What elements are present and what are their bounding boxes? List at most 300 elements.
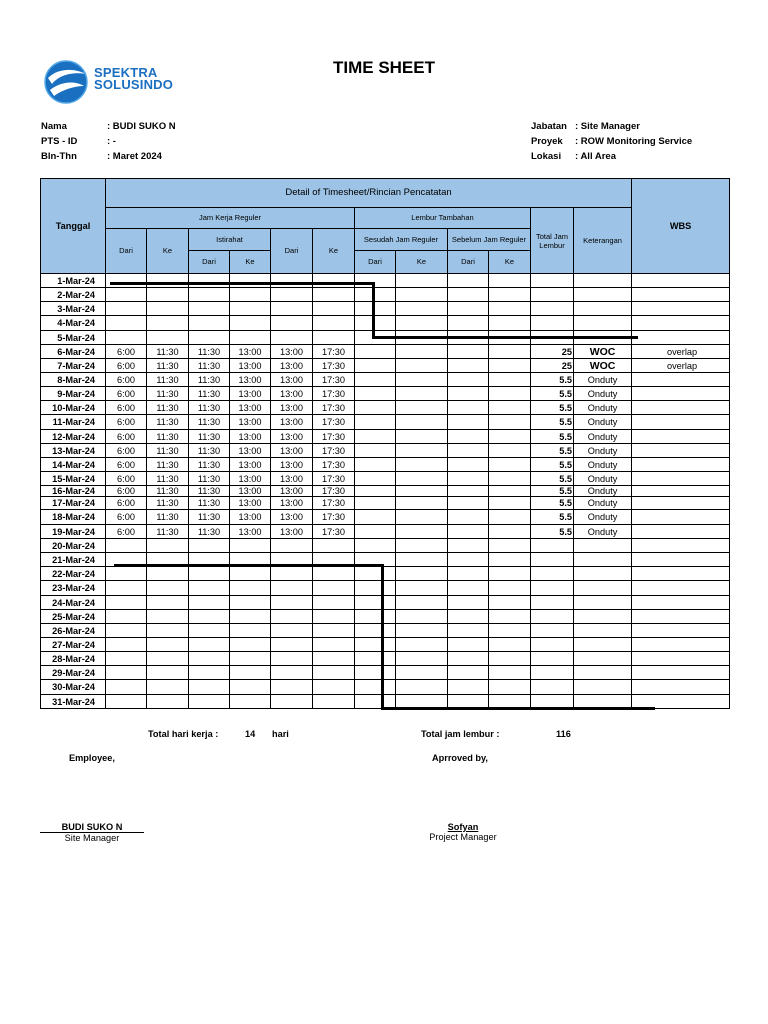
lokasi-value: : All Area bbox=[575, 151, 617, 162]
time-cell bbox=[106, 610, 147, 624]
nama-label: Nama bbox=[41, 121, 67, 132]
time-cell bbox=[147, 680, 189, 695]
table-row bbox=[41, 596, 730, 610]
overtime-cell bbox=[355, 401, 396, 415]
time-cell bbox=[147, 652, 189, 666]
header-tanggal: Tanggal bbox=[41, 179, 106, 274]
keterangan-cell bbox=[574, 274, 632, 288]
time-cell: 11:30 bbox=[147, 430, 189, 444]
overtime-cell bbox=[396, 373, 448, 387]
keterangan-cell: Onduty bbox=[574, 458, 632, 472]
wbs-cell bbox=[632, 680, 730, 695]
time-cell bbox=[106, 288, 147, 302]
time-cell bbox=[313, 695, 355, 709]
time-cell: 13:00 bbox=[230, 401, 271, 415]
time-cell bbox=[271, 652, 313, 666]
time-cell bbox=[106, 331, 147, 345]
time-cell: 13:00 bbox=[230, 387, 271, 401]
overtime-cell bbox=[489, 274, 531, 288]
time-cell bbox=[189, 581, 230, 596]
total-jam-cell: 5.5 bbox=[531, 444, 574, 458]
time-cell: 13:00 bbox=[271, 345, 313, 359]
header-ke: Ke bbox=[147, 229, 189, 274]
table-row bbox=[41, 401, 730, 415]
overtime-cell bbox=[448, 525, 489, 539]
company-name-line1: SPEKTRA bbox=[94, 65, 158, 80]
table-row bbox=[41, 274, 730, 288]
time-cell bbox=[106, 666, 147, 680]
time-cell bbox=[147, 288, 189, 302]
time-cell: 11:30 bbox=[189, 401, 230, 415]
overtime-cell bbox=[448, 444, 489, 458]
overtime-cell bbox=[396, 567, 448, 581]
time-cell bbox=[106, 652, 147, 666]
wbs-cell bbox=[632, 567, 730, 581]
date-cell: 27-Mar-24 bbox=[41, 638, 106, 652]
overtime-cell bbox=[355, 539, 396, 553]
overtime-cell bbox=[396, 581, 448, 596]
overtime-cell bbox=[448, 430, 489, 444]
overtime-cell bbox=[355, 510, 396, 525]
keterangan-cell: Onduty bbox=[574, 430, 632, 444]
time-cell bbox=[313, 666, 355, 680]
overtime-cell bbox=[448, 486, 489, 497]
total-jam-cell: 5.5 bbox=[531, 486, 574, 497]
time-cell: 11:30 bbox=[189, 510, 230, 525]
time-cell bbox=[230, 695, 271, 709]
date-cell: 6-Mar-24 bbox=[41, 345, 106, 359]
keterangan-cell bbox=[574, 316, 632, 331]
overtime-cell bbox=[355, 430, 396, 444]
time-cell bbox=[230, 539, 271, 553]
time-cell bbox=[147, 567, 189, 581]
time-cell bbox=[189, 316, 230, 331]
overtime-cell bbox=[489, 430, 531, 444]
time-cell bbox=[230, 302, 271, 316]
time-cell bbox=[189, 610, 230, 624]
table-row bbox=[41, 472, 730, 486]
overtime-cell bbox=[489, 387, 531, 401]
overtime-cell bbox=[489, 666, 531, 680]
time-cell bbox=[313, 288, 355, 302]
strike-line bbox=[381, 707, 655, 710]
employee-name: BUDI SUKO N bbox=[40, 822, 144, 833]
overtime-cell bbox=[448, 302, 489, 316]
overtime-cell bbox=[355, 624, 396, 638]
time-cell: 17:30 bbox=[313, 472, 355, 486]
total-jam-cell bbox=[531, 638, 574, 652]
total-lembur-label: Total jam lembur : bbox=[421, 729, 500, 739]
date-cell: 29-Mar-24 bbox=[41, 666, 106, 680]
table-row bbox=[41, 638, 730, 652]
time-cell: 11:30 bbox=[189, 458, 230, 472]
time-cell bbox=[189, 666, 230, 680]
time-cell bbox=[230, 316, 271, 331]
wbs-cell bbox=[632, 596, 730, 610]
time-cell bbox=[230, 581, 271, 596]
time-cell: 13:00 bbox=[271, 359, 313, 373]
overtime-cell bbox=[489, 596, 531, 610]
bln-value: : Maret 2024 bbox=[107, 151, 162, 162]
time-cell bbox=[147, 581, 189, 596]
employee-role: Site Manager bbox=[64, 833, 120, 843]
overtime-cell bbox=[448, 401, 489, 415]
time-cell: 11:30 bbox=[189, 525, 230, 539]
time-cell: 17:30 bbox=[313, 401, 355, 415]
time-cell: 11:30 bbox=[189, 415, 230, 430]
table-row bbox=[41, 415, 730, 430]
wbs-cell bbox=[632, 387, 730, 401]
overtime-cell bbox=[355, 274, 396, 288]
overtime-cell bbox=[355, 486, 396, 497]
overtime-cell bbox=[489, 610, 531, 624]
overtime-cell bbox=[355, 581, 396, 596]
keterangan-cell bbox=[574, 680, 632, 695]
header-ke: Ke bbox=[489, 251, 531, 274]
header-dari: Dari bbox=[189, 251, 230, 274]
total-jam-cell bbox=[531, 316, 574, 331]
overtime-cell bbox=[489, 415, 531, 430]
time-cell: 13:00 bbox=[271, 430, 313, 444]
wbs-cell bbox=[632, 638, 730, 652]
time-cell bbox=[313, 316, 355, 331]
strike-line bbox=[372, 282, 375, 339]
time-cell bbox=[230, 274, 271, 288]
time-cell: 11:30 bbox=[189, 486, 230, 497]
strike-line bbox=[372, 336, 638, 339]
overtime-cell bbox=[355, 359, 396, 373]
total-jam-cell bbox=[531, 610, 574, 624]
overtime-cell bbox=[448, 274, 489, 288]
overtime-cell bbox=[396, 359, 448, 373]
time-cell: 11:30 bbox=[147, 444, 189, 458]
time-cell bbox=[106, 302, 147, 316]
total-jam-cell: 5.5 bbox=[531, 497, 574, 510]
time-cell: 17:30 bbox=[313, 510, 355, 525]
total-jam-cell bbox=[531, 288, 574, 302]
time-cell: 11:30 bbox=[189, 444, 230, 458]
time-cell bbox=[189, 274, 230, 288]
time-cell: 13:00 bbox=[230, 472, 271, 486]
keterangan-cell bbox=[574, 581, 632, 596]
overtime-cell bbox=[396, 624, 448, 638]
overtime-cell bbox=[355, 415, 396, 430]
overtime-cell bbox=[396, 458, 448, 472]
time-cell bbox=[189, 596, 230, 610]
time-cell: 13:00 bbox=[230, 525, 271, 539]
nama-value: : BUDI SUKO N bbox=[107, 121, 176, 132]
header-lembur: Lembur Tambahan bbox=[355, 208, 531, 229]
total-jam-cell bbox=[531, 596, 574, 610]
time-cell: 11:30 bbox=[147, 525, 189, 539]
date-cell: 17-Mar-24 bbox=[41, 497, 106, 510]
total-jam-cell bbox=[531, 539, 574, 553]
keterangan-cell bbox=[574, 567, 632, 581]
time-cell: 13:00 bbox=[271, 525, 313, 539]
time-cell bbox=[271, 624, 313, 638]
table-row bbox=[41, 302, 730, 316]
overtime-cell bbox=[489, 288, 531, 302]
time-cell: 11:30 bbox=[147, 415, 189, 430]
overtime-cell bbox=[448, 553, 489, 567]
header-detail: Detail of Timesheet/Rincian Pencatatan bbox=[106, 179, 632, 208]
table-row bbox=[41, 486, 730, 497]
time-cell: 13:00 bbox=[230, 497, 271, 510]
time-cell: 13:00 bbox=[271, 486, 313, 497]
time-cell: 11:30 bbox=[147, 373, 189, 387]
time-cell bbox=[106, 581, 147, 596]
time-cell: 17:30 bbox=[313, 430, 355, 444]
wbs-cell bbox=[632, 666, 730, 680]
overtime-cell bbox=[489, 345, 531, 359]
header-ke: Ke bbox=[230, 251, 271, 274]
employee-label: Employee, bbox=[69, 753, 115, 763]
total-hari-unit: hari bbox=[272, 729, 289, 739]
overtime-cell bbox=[448, 596, 489, 610]
time-cell: 13:00 bbox=[230, 510, 271, 525]
overtime-cell bbox=[489, 458, 531, 472]
time-cell bbox=[147, 624, 189, 638]
overtime-cell bbox=[489, 652, 531, 666]
total-jam-cell: 5.5 bbox=[531, 430, 574, 444]
approver-signature bbox=[412, 822, 514, 842]
overtime-cell bbox=[396, 553, 448, 567]
overtime-cell bbox=[489, 497, 531, 510]
proyek-value: : ROW Monitoring Service bbox=[575, 136, 693, 147]
overtime-cell bbox=[396, 316, 448, 331]
time-cell: 11:30 bbox=[189, 472, 230, 486]
keterangan-cell bbox=[574, 553, 632, 567]
keterangan-cell: Onduty bbox=[574, 472, 632, 486]
table-row bbox=[41, 387, 730, 401]
time-cell: 11:30 bbox=[147, 345, 189, 359]
wbs-cell bbox=[632, 581, 730, 596]
time-cell bbox=[271, 581, 313, 596]
time-cell: 11:30 bbox=[189, 359, 230, 373]
overtime-cell bbox=[396, 302, 448, 316]
wbs-cell bbox=[632, 302, 730, 316]
time-cell bbox=[313, 624, 355, 638]
keterangan-cell: WOC bbox=[574, 359, 632, 373]
time-cell bbox=[271, 596, 313, 610]
approved-label: Aprroved by, bbox=[432, 753, 488, 763]
time-cell bbox=[106, 274, 147, 288]
overtime-cell bbox=[396, 274, 448, 288]
time-cell: 17:30 bbox=[313, 345, 355, 359]
total-hari-value: 14 bbox=[245, 729, 256, 739]
overtime-cell bbox=[489, 373, 531, 387]
time-cell bbox=[106, 539, 147, 553]
date-cell: 1-Mar-24 bbox=[41, 274, 106, 288]
total-jam-cell: 5.5 bbox=[531, 472, 574, 486]
overtime-cell bbox=[396, 666, 448, 680]
time-cell: 11:30 bbox=[147, 387, 189, 401]
time-cell bbox=[189, 695, 230, 709]
time-cell bbox=[106, 596, 147, 610]
overtime-cell bbox=[448, 316, 489, 331]
overtime-cell bbox=[448, 510, 489, 525]
overtime-cell bbox=[448, 652, 489, 666]
date-cell: 13-Mar-24 bbox=[41, 444, 106, 458]
keterangan-cell bbox=[574, 610, 632, 624]
overtime-cell bbox=[448, 581, 489, 596]
total-jam-cell: 5.5 bbox=[531, 387, 574, 401]
time-cell: 6:00 bbox=[106, 497, 147, 510]
time-cell: 6:00 bbox=[106, 415, 147, 430]
total-jam-cell bbox=[531, 581, 574, 596]
date-cell: 20-Mar-24 bbox=[41, 539, 106, 553]
bln-label: Bln-Thn bbox=[41, 151, 77, 162]
time-cell bbox=[147, 638, 189, 652]
time-cell bbox=[147, 316, 189, 331]
date-cell: 24-Mar-24 bbox=[41, 596, 106, 610]
overtime-cell bbox=[396, 652, 448, 666]
table-row bbox=[41, 652, 730, 666]
time-cell bbox=[147, 539, 189, 553]
keterangan-cell: Onduty bbox=[574, 525, 632, 539]
date-cell: 15-Mar-24 bbox=[41, 472, 106, 486]
overtime-cell bbox=[396, 345, 448, 359]
keterangan-cell bbox=[574, 288, 632, 302]
time-cell bbox=[271, 539, 313, 553]
time-cell bbox=[271, 638, 313, 652]
overtime-cell bbox=[448, 373, 489, 387]
employee-signature bbox=[40, 822, 144, 843]
time-cell bbox=[271, 567, 313, 581]
wbs-cell bbox=[632, 472, 730, 486]
date-cell: 10-Mar-24 bbox=[41, 401, 106, 415]
overtime-cell bbox=[355, 345, 396, 359]
time-cell: 17:30 bbox=[313, 458, 355, 472]
overtime-cell bbox=[396, 497, 448, 510]
time-cell bbox=[106, 624, 147, 638]
time-cell: 6:00 bbox=[106, 458, 147, 472]
time-cell: 11:30 bbox=[189, 387, 230, 401]
time-cell: 11:30 bbox=[147, 401, 189, 415]
time-cell: 6:00 bbox=[106, 387, 147, 401]
overtime-cell bbox=[355, 373, 396, 387]
time-cell bbox=[230, 567, 271, 581]
date-cell: 7-Mar-24 bbox=[41, 359, 106, 373]
time-cell: 6:00 bbox=[106, 401, 147, 415]
overtime-cell bbox=[448, 610, 489, 624]
time-cell bbox=[147, 302, 189, 316]
date-cell: 18-Mar-24 bbox=[41, 510, 106, 525]
jabatan-value: : Site Manager bbox=[575, 121, 640, 132]
table-row bbox=[41, 525, 730, 539]
time-cell bbox=[313, 581, 355, 596]
proyek-label: Proyek bbox=[531, 136, 563, 147]
time-cell bbox=[313, 302, 355, 316]
time-cell: 6:00 bbox=[106, 510, 147, 525]
overtime-cell bbox=[355, 652, 396, 666]
date-cell: 2-Mar-24 bbox=[41, 288, 106, 302]
keterangan-cell bbox=[574, 666, 632, 680]
keterangan-cell bbox=[574, 652, 632, 666]
time-cell: 13:00 bbox=[271, 401, 313, 415]
time-cell bbox=[230, 638, 271, 652]
time-cell bbox=[271, 274, 313, 288]
total-jam-cell: 5.5 bbox=[531, 458, 574, 472]
overtime-cell bbox=[489, 553, 531, 567]
overtime-cell bbox=[396, 539, 448, 553]
header-ke: Ke bbox=[313, 229, 355, 274]
overtime-cell bbox=[489, 567, 531, 581]
time-cell: 6:00 bbox=[106, 430, 147, 444]
overtime-cell bbox=[448, 359, 489, 373]
table-row bbox=[41, 444, 730, 458]
time-cell: 13:00 bbox=[230, 458, 271, 472]
time-cell bbox=[189, 680, 230, 695]
time-cell bbox=[189, 624, 230, 638]
time-cell bbox=[189, 638, 230, 652]
date-cell: 21-Mar-24 bbox=[41, 553, 106, 567]
table-row bbox=[41, 680, 730, 695]
wbs-cell bbox=[632, 444, 730, 458]
keterangan-cell bbox=[574, 302, 632, 316]
overtime-cell bbox=[448, 458, 489, 472]
overtime-cell bbox=[396, 444, 448, 458]
total-jam-cell bbox=[531, 553, 574, 567]
total-lembur-value: 116 bbox=[556, 729, 571, 739]
date-cell: 26-Mar-24 bbox=[41, 624, 106, 638]
time-cell bbox=[106, 316, 147, 331]
overtime-cell bbox=[489, 359, 531, 373]
keterangan-cell: Onduty bbox=[574, 497, 632, 510]
strike-line bbox=[110, 282, 374, 285]
time-cell bbox=[271, 695, 313, 709]
time-cell: 6:00 bbox=[106, 373, 147, 387]
wbs-cell bbox=[632, 624, 730, 638]
approver-role: Project Manager bbox=[429, 832, 497, 842]
overtime-cell bbox=[396, 680, 448, 695]
overtime-cell bbox=[396, 401, 448, 415]
total-jam-cell: 25 bbox=[531, 359, 574, 373]
time-cell: 13:00 bbox=[271, 387, 313, 401]
time-cell bbox=[313, 638, 355, 652]
overtime-cell bbox=[396, 472, 448, 486]
keterangan-cell bbox=[574, 624, 632, 638]
time-cell bbox=[230, 666, 271, 680]
time-cell bbox=[271, 331, 313, 345]
overtime-cell bbox=[489, 401, 531, 415]
wbs-cell bbox=[632, 610, 730, 624]
total-jam-cell: 25 bbox=[531, 345, 574, 359]
time-cell bbox=[271, 302, 313, 316]
time-cell bbox=[230, 596, 271, 610]
overtime-cell bbox=[489, 472, 531, 486]
table-row bbox=[41, 288, 730, 302]
overtime-cell bbox=[489, 680, 531, 695]
time-cell bbox=[147, 695, 189, 709]
date-cell: 9-Mar-24 bbox=[41, 387, 106, 401]
header-total-jam: Total Jam Lembur bbox=[531, 208, 574, 274]
wbs-cell bbox=[632, 553, 730, 567]
time-cell bbox=[313, 274, 355, 288]
time-cell bbox=[230, 680, 271, 695]
header-ke: Ke bbox=[396, 251, 448, 274]
overtime-cell bbox=[355, 596, 396, 610]
wbs-cell bbox=[632, 274, 730, 288]
table-row bbox=[41, 567, 730, 581]
time-cell bbox=[313, 610, 355, 624]
date-cell: 28-Mar-24 bbox=[41, 652, 106, 666]
overtime-cell bbox=[355, 472, 396, 486]
overtime-cell bbox=[396, 638, 448, 652]
overtime-cell bbox=[396, 596, 448, 610]
table-row bbox=[41, 610, 730, 624]
keterangan-cell bbox=[574, 596, 632, 610]
